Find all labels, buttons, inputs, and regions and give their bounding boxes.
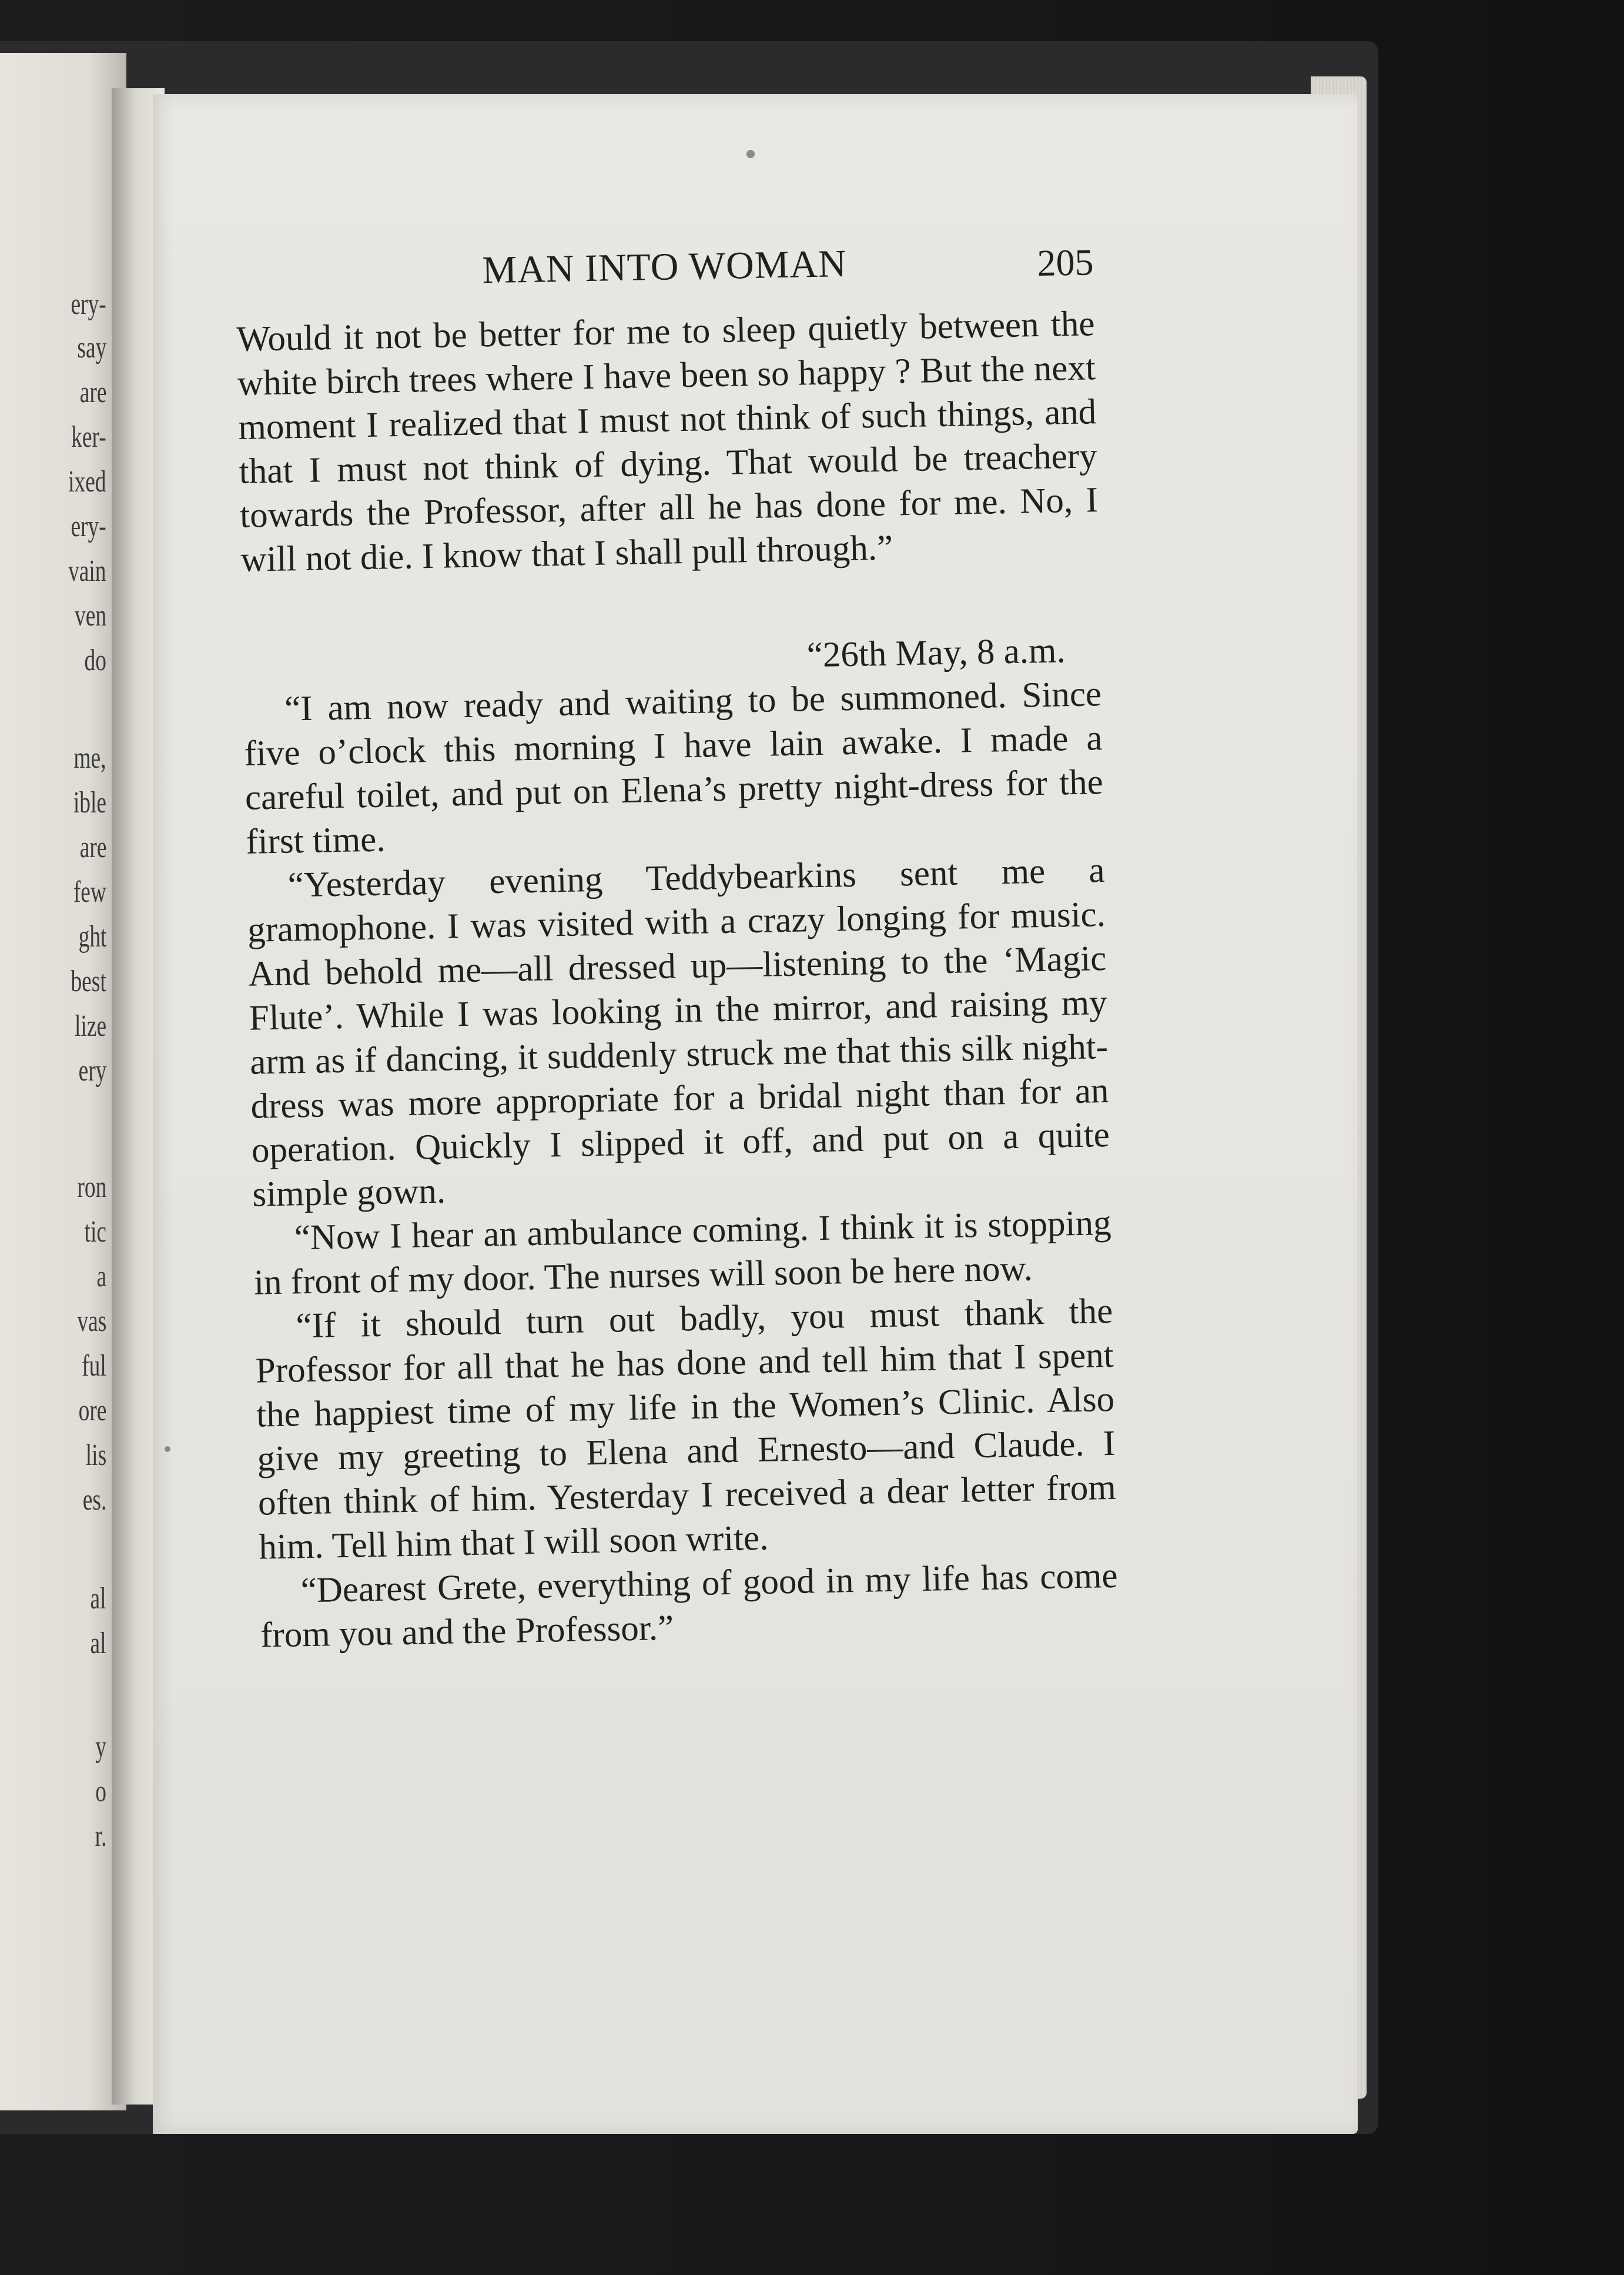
left-fragment: are bbox=[79, 376, 106, 409]
left-fragment: ery- bbox=[71, 510, 106, 543]
paragraph: “Yesterday evening Teddybearkins sent me a gramophone. I was visited with a crazy longing for music. And behold me—all dressed up—listening to the ‘Magic Flute’. While I was looking in the mirror, and raising my arm as if dancing, it suddenly struck me that this silk night-dress was more appropriate for a bridal night than for an operation. Quickly I slipped it off, and put on a quite simple gown. bbox=[247, 851, 1110, 1215]
paragraph: “I am now ready and waiting to be summoned. Since five o’clock this morning I have lain awake. I made a careful toilet, and put on Elena’s pretty night-dress for the first time. bbox=[244, 674, 1104, 862]
page-text-block bbox=[235, 237, 1119, 1657]
left-fragment: me, bbox=[73, 741, 106, 775]
left-fragment: say bbox=[77, 331, 106, 364]
paper-speck bbox=[165, 1446, 170, 1452]
dateline: “26th May, 8 a.m. bbox=[806, 631, 1066, 675]
left-fragment: lize bbox=[74, 1009, 106, 1043]
left-fragment: ore bbox=[78, 1394, 106, 1427]
paragraph: “Dearest Grete, everything of good in my life has come from you and the Professor.” bbox=[260, 1555, 1119, 1655]
left-fragment: a bbox=[96, 1260, 106, 1293]
left-fragment: ker- bbox=[71, 420, 106, 454]
left-fragment: ible bbox=[73, 786, 106, 819]
paragraph: “If it should turn out badly, you must thank the Professor for all that he has done and tell him that I spent the happiest time of my life in the Women’s Clinic. Also give my greeting to Elena and Ernesto—and Claude. I often think of him. Yesterday I received a dear letter from him. Tell him that I will soon write. bbox=[255, 1291, 1117, 1567]
left-fragment: ixed bbox=[68, 465, 106, 499]
left-fragment: ery bbox=[78, 1054, 106, 1088]
left-fragment: ful bbox=[82, 1349, 106, 1383]
paragraph: “Now I hear an ambulance coming. I think it is stopping in front of my door. The nurses will soon be here now. bbox=[253, 1203, 1112, 1303]
paragraph: Would it not be better for me to sleep quietly between the white birch trees where I have been so happy ? But the next moment I realized that I must not think of such things, and that I must not think of dying. That would be treachery towards the Professor, after all he has done for me. No, I will not die. I know that I shall pull through.” bbox=[236, 304, 1099, 580]
page-number: 205 bbox=[1036, 241, 1094, 284]
left-fragment: ght bbox=[78, 920, 106, 954]
left-fragment: al bbox=[90, 1582, 106, 1615]
left-fragment: ven bbox=[74, 599, 106, 633]
left-fragment: best bbox=[71, 965, 106, 998]
left-fragment: vas bbox=[77, 1304, 106, 1338]
left-fragment: few bbox=[73, 875, 106, 909]
paper-speck bbox=[746, 150, 755, 158]
left-fragment: do bbox=[84, 644, 106, 677]
left-fragment: are bbox=[79, 831, 106, 864]
left-fragment: ery- bbox=[71, 287, 106, 321]
left-fragment: tic bbox=[84, 1215, 106, 1249]
left-page bbox=[0, 53, 126, 2110]
left-fragment: lis bbox=[85, 1438, 106, 1472]
left-fragment: al bbox=[90, 1627, 106, 1660]
running-head-title: MAN INTO WOMAN bbox=[481, 242, 848, 292]
left-fragment: o bbox=[95, 1775, 106, 1808]
left-fragment: es. bbox=[82, 1483, 106, 1517]
left-fragment: y bbox=[95, 1730, 106, 1764]
left-fragment: r. bbox=[95, 1819, 106, 1853]
left-fragment: ron bbox=[77, 1170, 106, 1204]
left-fragment: vain bbox=[68, 554, 106, 588]
